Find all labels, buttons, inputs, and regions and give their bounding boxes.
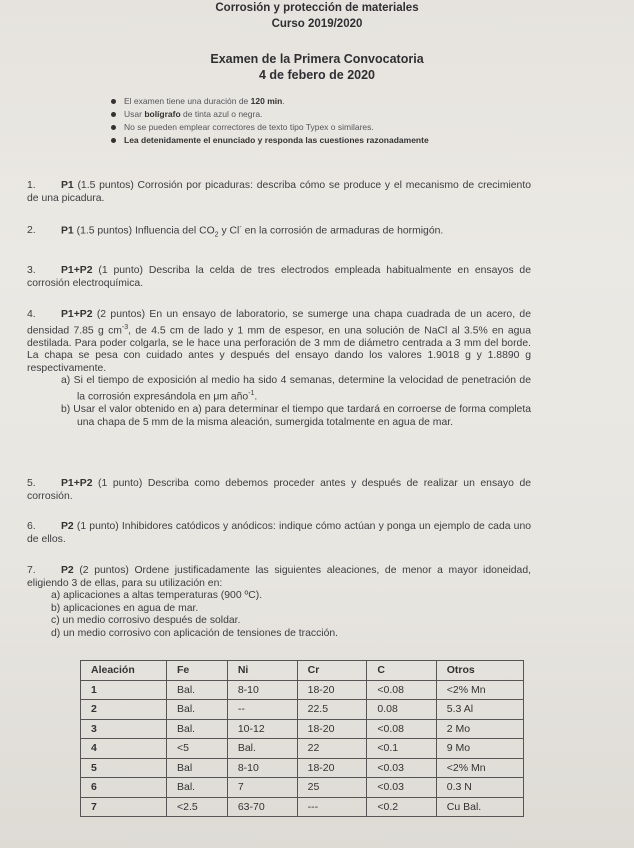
table-cell: -- <box>227 700 297 720</box>
question-6: 6. P2 (1 punto) Inhibidores catódicos y anódicos: indique cómo actúan y ponga un ejemplo de cada uno de ellos. <box>27 521 532 545</box>
table-cell: 3 <box>81 719 167 739</box>
table-cell: 18-20 <box>297 680 367 700</box>
column-header: Ni <box>227 661 297 681</box>
table-cell: 2 Mo <box>436 719 523 739</box>
question-1: 1. P1 (1.5 puntos) Corrosión por picaduras: describa cómo se produce y el mecanismo de crecimiento de una picadura. <box>27 180 532 204</box>
table-cell: <2% Mn <box>436 758 523 778</box>
table-cell: 63-70 <box>227 797 297 817</box>
table-cell: 5 <box>81 758 167 778</box>
question-4-statement: 4. P1+P2 (2 puntos) En un ensayo de laboratorio, se sumerge una chapa cuadrada de un acero, de densidad 7.85 g $cm^{-3}$, de 4.5 cm de lado y 1 mm de espesor, en una solución de NaCl al 3.5% en agua destilada. Para poder colgarla, se le hace una perforación de 3 mm de diámetro centrada a 3 mm del borde. La chapa se pesa con cuidado antes y después del ensayo dando los valores 1.9018 g y 1.8890 g respectivamente. <box>27 309 531 374</box>
table-row <box>81 719 524 739</box>
table-cell: 7 <box>81 797 167 817</box>
question-7-item-b: b) aplicaciones en agua de mar. <box>51 602 199 614</box>
question-4b: b) Usar el valor obtenido en a) para determinar el tiempo que tardará en corroerse de forma completa una chapa de 5 mm de la misma aleación, sumergida totalmente en agua de mar. <box>61 404 531 428</box>
table-cell: 2 <box>81 700 167 720</box>
table-cell: Cu Bal. <box>436 797 523 817</box>
table-cell: Bal. <box>167 680 228 700</box>
table-cell: 4 <box>81 739 167 759</box>
question-7-item-d: d) un medio corrosivo con aplicación de tensiones de tracción. <box>51 627 339 639</box>
table-cell: 22 <box>297 739 367 759</box>
alloy-composition-table <box>80 660 524 817</box>
column-header: C <box>367 661 436 681</box>
course-year: Curso 2019/2020 <box>271 18 363 30</box>
instruction-item: Usar bolígrafo de tinta azul o negra. <box>110 108 610 121</box>
table-cell: 8-10 <box>227 758 297 778</box>
table-cell: Bal. <box>167 719 228 739</box>
table-cell: <0.08 <box>367 719 436 739</box>
table-row <box>81 700 524 720</box>
question-4a: a) Si el tiempo de exposición al medio ha sido 4 semanas, determine la velocidad de penetración de la corrosión expresándola en μm año$^{-1}$. <box>61 375 531 403</box>
table-cell: <0.1 <box>367 739 436 759</box>
table-cell: 1 <box>81 680 167 700</box>
table-cell: <0.03 <box>367 778 436 798</box>
table-cell: 0.08 <box>367 700 436 720</box>
table-cell: <2% Mn <box>436 680 523 700</box>
exam-date: 4 de febero de 2020 <box>258 68 376 82</box>
question-7-item-a: a) aplicaciones a altas temperaturas (900 ºC). <box>51 590 263 602</box>
table-cell: 7 <box>227 778 297 798</box>
table-cell: <5 <box>167 739 228 759</box>
exam-title: Examen de la Primera Convocatoria <box>210 52 424 66</box>
column-header: Otros <box>436 661 523 681</box>
table-cell: --- <box>297 797 367 817</box>
table-cell: 6 <box>81 778 167 798</box>
column-header: Cr <box>297 661 367 681</box>
table-row <box>81 778 524 798</box>
column-header: Aleación <box>81 661 167 681</box>
table-cell: <0.03 <box>367 758 436 778</box>
instructions-list <box>110 95 610 147</box>
table-cell: 18-20 <box>297 758 367 778</box>
table-cell: 9 Mo <box>436 739 523 759</box>
table-cell: <0.2 <box>367 797 436 817</box>
table-cell: 0.3 N <box>436 778 523 798</box>
table-cell: 5.3 Al <box>436 700 523 720</box>
table-cell: <2.5 <box>167 797 228 817</box>
column-header: Fe <box>167 661 228 681</box>
table-cell: 8-10 <box>227 680 297 700</box>
table-cell: <0.08 <box>367 680 436 700</box>
table-row <box>81 680 524 700</box>
question-2: 2. P1 (1.5 puntos) Influencia del $CO_2$ y Cl- en la corrosión de armaduras de hormigón. <box>27 224 444 239</box>
question-4 <box>27 309 531 429</box>
table-row <box>81 797 524 817</box>
question-5: 5. P1+P2 (1 punto) Describa como debemos proceder antes y después de realizar un ensayo de corrosión. <box>27 478 531 502</box>
table-cell: 22.5 <box>297 700 367 720</box>
table-cell: 18-20 <box>297 719 367 739</box>
question-7-item-c: c) un medio corrosivo después de soldar. <box>51 615 241 627</box>
table-cell: Bal. <box>227 739 297 759</box>
question-7 <box>27 565 531 641</box>
instruction-item: El examen tiene una duración de 120 min. <box>110 95 610 108</box>
table-cell: Bal. <box>167 700 228 720</box>
table-row <box>81 739 524 759</box>
table-cell: 10-12 <box>227 719 297 739</box>
table-cell: Bal <box>167 758 228 778</box>
question-3: 3. P1+P2 (1 punto) Describa la celda de tres electrodos empleada habitualmente en ensayos de corrosión electroquímica. <box>27 265 531 289</box>
table-header-row <box>81 661 524 681</box>
table-cell: 25 <box>297 778 367 798</box>
subject-title: Corrosión y protección de materiales <box>215 2 419 14</box>
instruction-item: Lea detenidamente el enunciado y responda las cuestiones razonadamente <box>110 134 610 147</box>
table-row <box>81 758 524 778</box>
question-7-statement: 7. P2 (2 puntos) Ordene justificadamente las siguientes aleaciones, de menor a mayor idoneidad, eligiendo 3 de ellas, para su utilización en: <box>27 565 531 589</box>
instruction-item: No se pueden emplear correctores de texto tipo Typex o similares. <box>110 121 610 134</box>
table-cell: Bal. <box>167 778 228 798</box>
